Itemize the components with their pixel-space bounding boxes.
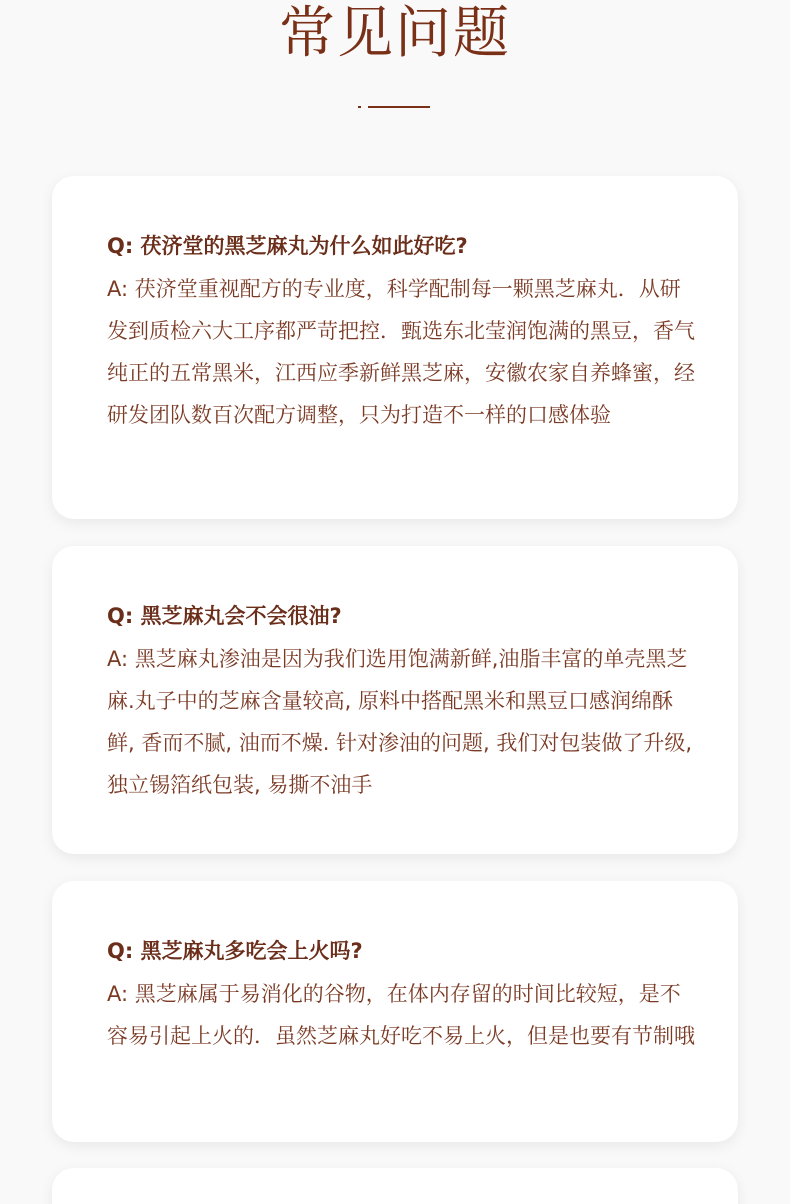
faq-answer: A: 黑芝麻属于易消化的谷物，在体内存留的时间比较短，是不容易引起上火的．虽然芝麻丸好吃不易上火，但是也要有节制哦: [107, 982, 695, 1048]
title-divider: [358, 106, 432, 108]
faq-answer: A: 黑芝麻丸渗油是因为我们选用饱满新鲜,油脂丰富的单壳黑芝麻.丸子中的芝麻含量较高, 原料中搭配黑米和黑豆口感润绵酥鲜, 香而不腻, 油而不燥. 针对渗油的问题, 我们对包装做了升级, 独立锡箔纸包装, 易撕不油手: [107, 647, 693, 797]
divider-dot: [358, 106, 361, 108]
divider-line: [368, 106, 430, 108]
faq-question: Q: 黑芝麻丸会不会很油?: [107, 604, 342, 628]
faq-question: Q: 茯济堂的黑芝麻丸为什么如此好吃?: [107, 234, 468, 258]
faq-card: [52, 546, 738, 854]
page-title: 常见问题: [279, 1, 511, 66]
faq-question: Q: 黑芝麻丸多吃会上火吗?: [107, 939, 363, 963]
faq-card: [52, 176, 738, 519]
faq-card-partial: [52, 1168, 738, 1204]
faq-card: [52, 881, 738, 1142]
faq-answer: A: 茯济堂重视配方的专业度，科学配制每一颗黑芝麻丸．从研发到质检六大工序都严苛把控．甄选东北莹润饱满的黑豆，香气纯正的五常黑米，江西应季新鲜黑芝麻，安徽农家自养蜂蜜，经研发团队数百次配方调整，只为打造不一样的口感体验: [107, 277, 695, 427]
